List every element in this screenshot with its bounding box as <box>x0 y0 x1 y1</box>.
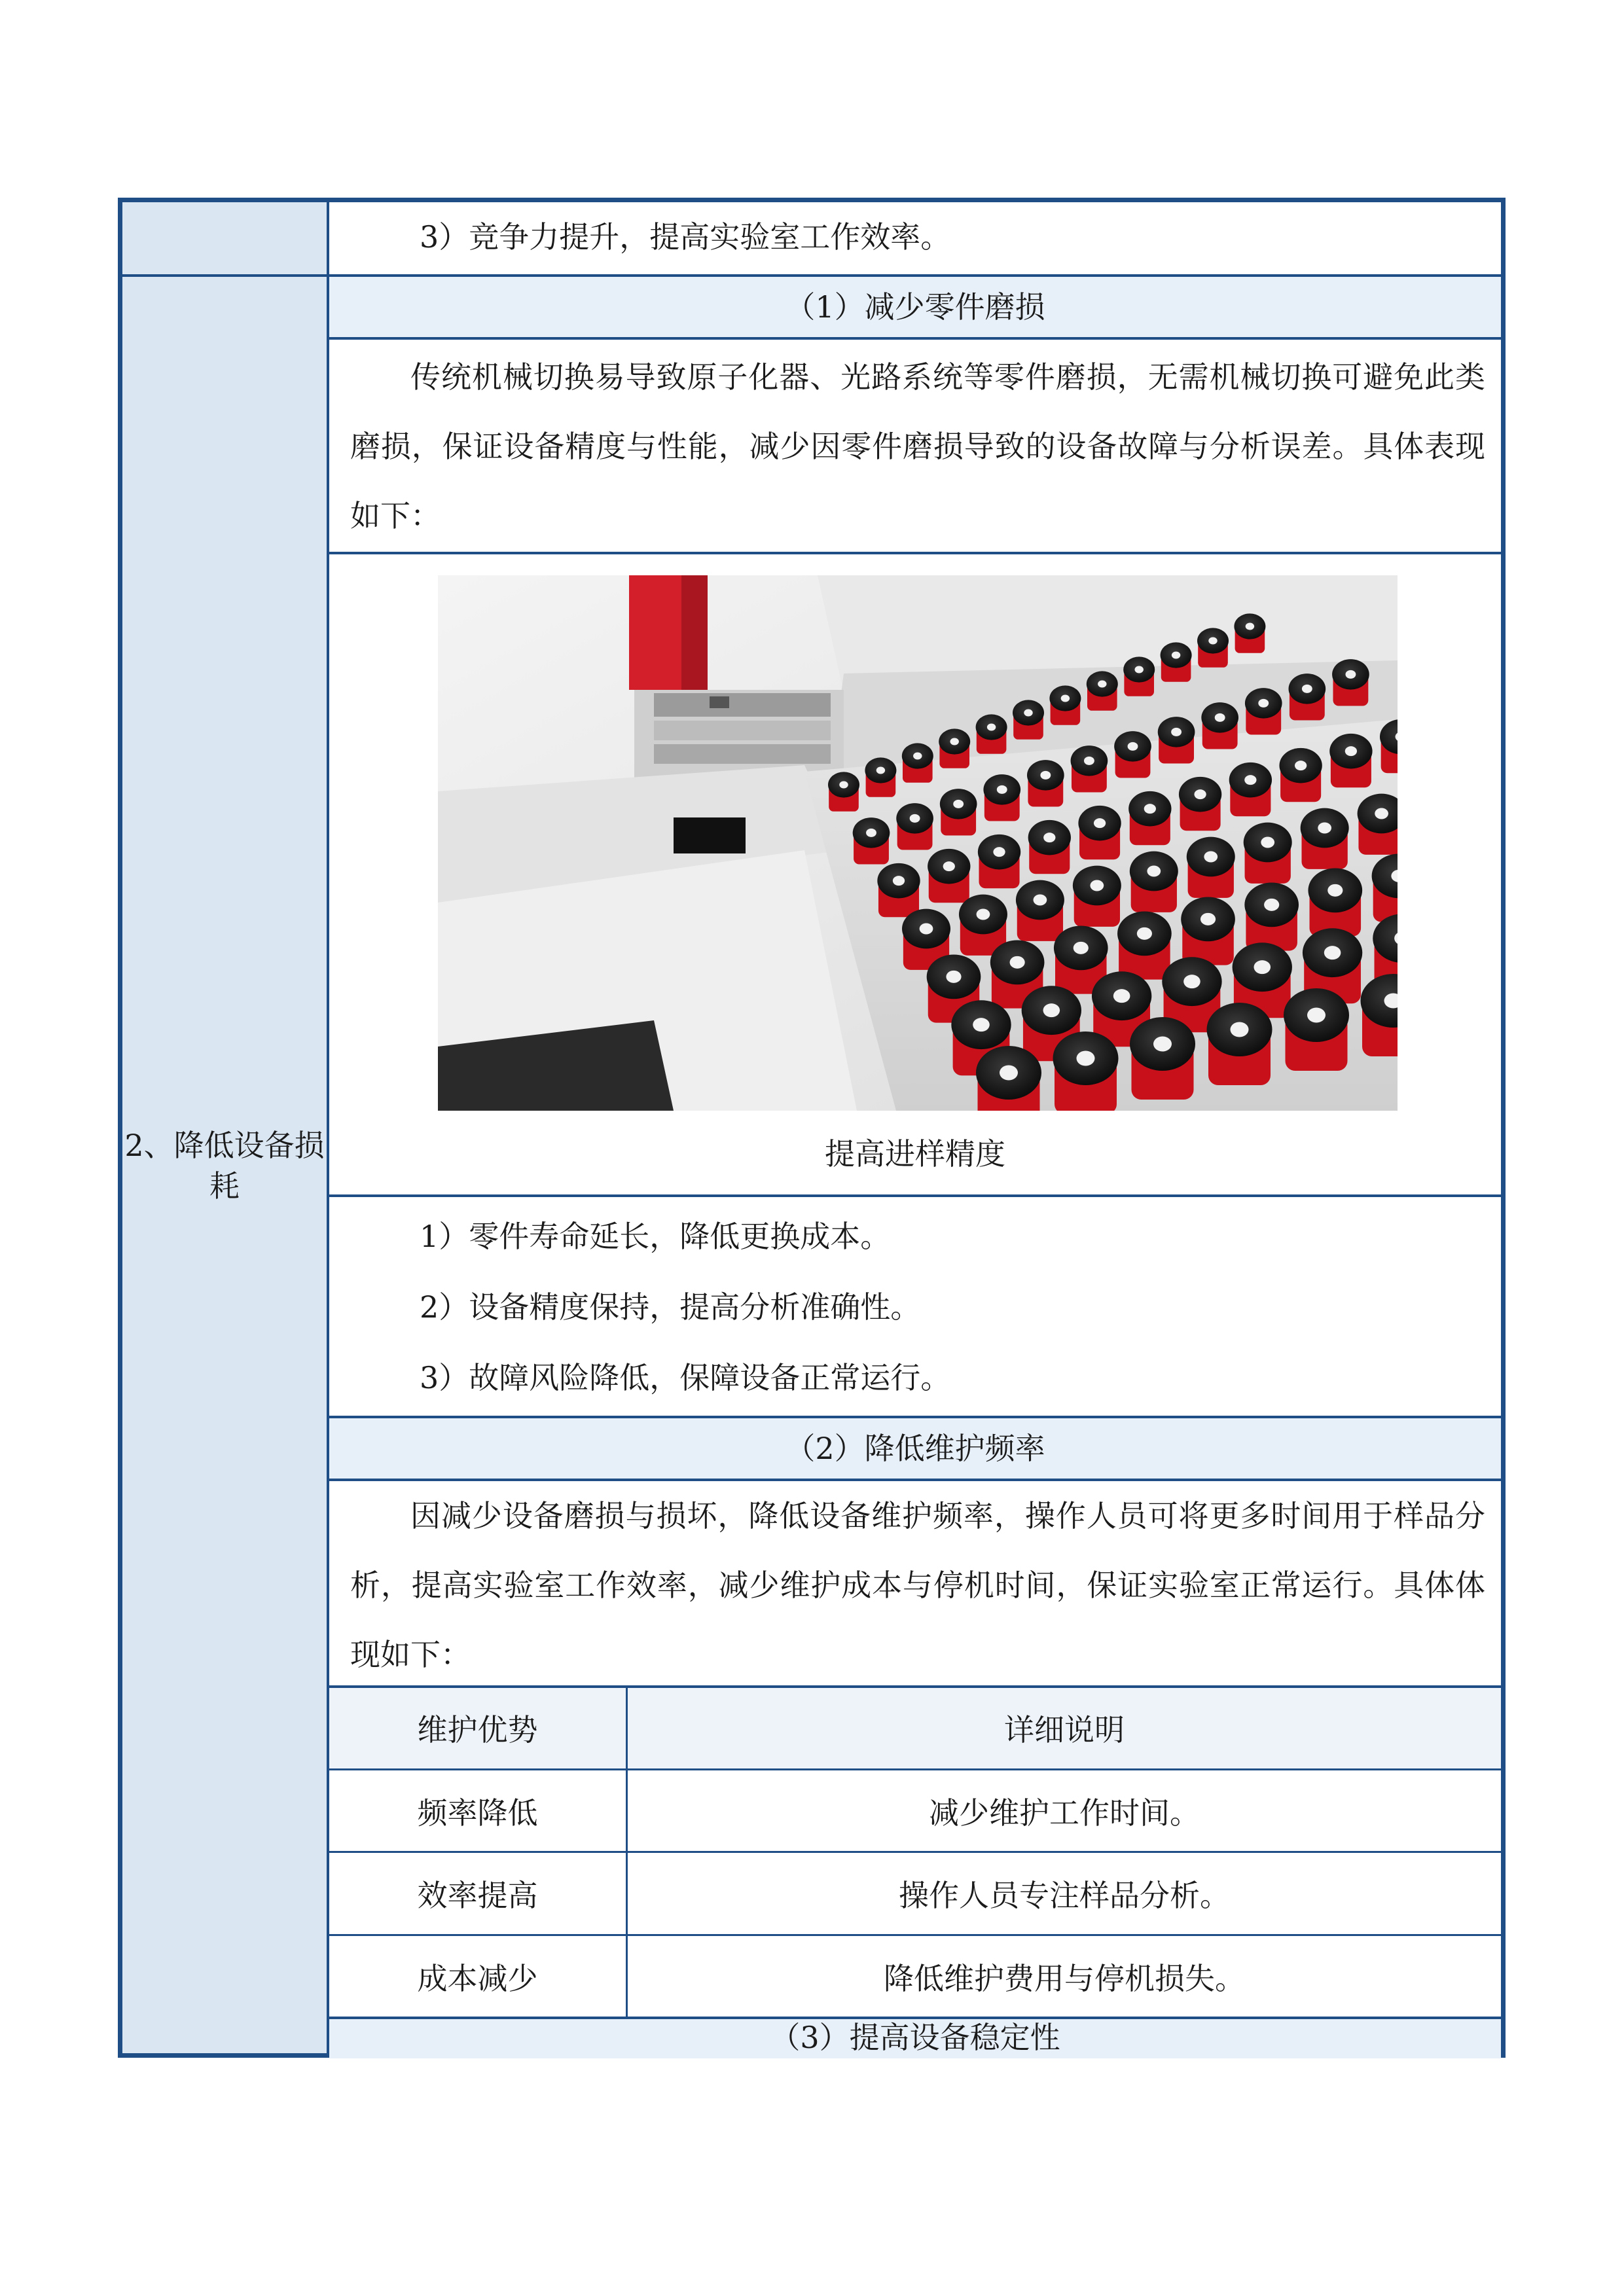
vial-septum <box>1153 1037 1172 1052</box>
point-2: 2）设备精度保持，提高分析准确性。 <box>420 1289 921 1325</box>
vial-septum <box>987 723 996 730</box>
vial-septum <box>1094 818 1106 828</box>
header-description: 详细说明 <box>627 1688 1502 1769</box>
vial-septum <box>1077 1051 1095 1066</box>
vial-septum <box>993 847 1005 857</box>
vial-septum <box>1034 894 1047 905</box>
vial-septum <box>1043 833 1055 842</box>
vial-septum <box>1147 865 1161 876</box>
subsection-1-paragraph: 传统机械切换易导致原子化器、光路系统等零件磨损，无需机械切换可避免此类磨损，保证设备精度与性能，减少因零件磨损导致的设备故障与分析误差。具体表现如下： <box>350 359 1485 533</box>
vial-septum <box>1000 1066 1018 1081</box>
maintenance-table-row <box>329 1688 1501 2019</box>
vial-septum <box>997 785 1007 794</box>
vial-septum <box>1318 822 1331 833</box>
table-row <box>329 1935 1501 2017</box>
vial-septum <box>1345 670 1356 679</box>
image-caption: 提高进样精度 <box>825 1136 1005 1172</box>
vial-septum <box>1172 651 1180 658</box>
row-2-advantage: 效率提高 <box>329 1852 627 1935</box>
section-label-reduce-wear: 2、降低设备损耗 <box>124 1128 325 1204</box>
vial-septum <box>1040 771 1051 780</box>
left-label-column <box>122 202 329 2053</box>
subsection-1-title: （1）减少零件磨损 <box>785 289 1045 325</box>
vial-septum <box>1264 899 1279 911</box>
vial-septum <box>1043 1003 1060 1017</box>
vial-septum <box>1231 1022 1249 1037</box>
vial-septum <box>1061 694 1070 702</box>
vial-septum <box>1074 942 1089 954</box>
subsection-2-title-row <box>329 1418 1501 1481</box>
vial-septum <box>920 923 933 934</box>
vial-septum <box>1246 622 1254 630</box>
header-advantage: 维护优势 <box>329 1688 627 1769</box>
vial-septum <box>1302 685 1312 693</box>
vial-septum <box>866 829 876 837</box>
vial-septum <box>910 814 920 823</box>
vial-septum <box>876 766 885 774</box>
vial-septum <box>839 781 848 788</box>
subsection-3-title: （3）提高设备稳定性 <box>770 2020 1060 2055</box>
vial-septum <box>1295 761 1307 770</box>
vial-septum <box>1200 913 1216 925</box>
vial-septum <box>1134 666 1143 673</box>
vial-septum <box>1084 757 1094 765</box>
subsection-2-paragraph-row <box>329 1481 1501 1688</box>
maintenance-advantages-table <box>329 1688 1501 2017</box>
vial-septum <box>1215 713 1225 722</box>
vial-septum <box>950 738 958 745</box>
vial-septum <box>977 908 990 920</box>
row-3-advantage: 成本减少 <box>329 1935 627 2017</box>
subsection-2-paragraph: 因减少设备磨损与损坏，降低设备维护频率，操作人员可将更多时间用于样品分析，提高实验室工作效率，减少维护成本与停机时间，保证实验室正常运行。具体体现如下： <box>350 1498 1485 1672</box>
right-content-column <box>329 202 1501 2053</box>
vial-septum <box>1144 804 1156 814</box>
vial-septum <box>1208 637 1217 644</box>
vial-septum <box>1254 960 1271 974</box>
image-row <box>329 554 1501 1197</box>
subsection-1-paragraph-row <box>329 340 1501 554</box>
vial-septum <box>1307 1008 1326 1023</box>
vial-septum <box>1345 746 1357 756</box>
vial-septum <box>943 861 955 871</box>
vial-septum <box>1324 946 1341 960</box>
subsection-2-title: （2）降低维护频率 <box>785 1431 1045 1466</box>
row-2-description: 操作人员专注样品分析。 <box>627 1852 1502 1935</box>
subsection-3-title-row <box>329 2019 1501 2058</box>
point-1: 1）零件寿命延长，降低更换成本。 <box>420 1219 891 1254</box>
vial-septum <box>953 800 964 808</box>
vial-septum <box>1327 884 1343 897</box>
vial-septum <box>1171 728 1182 736</box>
row-3-description: 降低维护费用与停机损失。 <box>884 1960 1245 1996</box>
vial-septum <box>1090 880 1104 891</box>
top-cell-text: 3）竞争力提升，提高实验室工作效率。 <box>420 219 951 255</box>
subsection-1-title-row <box>329 277 1501 340</box>
autosampler-photo <box>438 575 1398 1111</box>
vial-septum <box>1244 775 1256 785</box>
row-1-description: 减少维护工作时间。 <box>627 1769 1502 1852</box>
vial-septum <box>1194 789 1206 799</box>
vial-septum <box>1010 956 1025 969</box>
table-row <box>329 1769 1501 1852</box>
vial-septum <box>1204 851 1218 862</box>
vial-septum <box>1258 699 1269 708</box>
table-row <box>329 1852 1501 1935</box>
vial-septum <box>1261 836 1274 848</box>
vial-septum <box>973 1018 990 1031</box>
content-table <box>118 198 1506 2058</box>
vial-septum <box>1137 927 1152 940</box>
vial-septum <box>1098 680 1106 687</box>
vial-septum <box>1113 989 1130 1003</box>
vial-septum <box>1375 808 1388 819</box>
subsection-1-points-row <box>329 1197 1501 1418</box>
vial-septum <box>946 971 961 983</box>
table-header-row <box>329 1688 1501 1769</box>
left-column-divider <box>122 274 327 277</box>
vial-septum <box>1128 742 1138 751</box>
vial-septum <box>893 876 905 886</box>
vial-septum <box>1183 975 1200 988</box>
top-cell <box>329 202 1501 277</box>
vial-septum <box>1024 709 1032 716</box>
row-1-advantage: 频率降低 <box>329 1769 627 1852</box>
vial-septum <box>913 752 922 759</box>
point-3: 3）故障风险降低，保障设备正常运行。 <box>420 1360 951 1395</box>
